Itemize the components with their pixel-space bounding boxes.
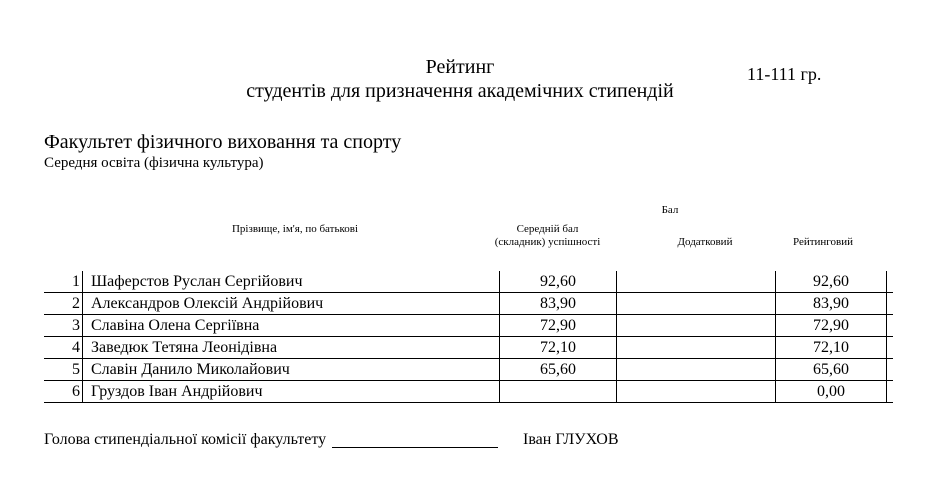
row-number: 2 [44,293,83,315]
student-name: Заведюк Тетяна Леонідівна [91,339,278,356]
additional-score [617,381,776,403]
additional-score [617,271,776,293]
table-row [44,337,893,359]
table-row [44,293,893,315]
column-header-rating: Рейтинговий [792,236,854,248]
row-number: 1 [44,271,83,293]
column-header-additional: Додатковий [677,236,733,248]
average-score: 92,60 [500,271,617,293]
student-name: Славін Данило Миколайович [91,361,290,378]
rating-score: 83,90 [776,293,887,315]
additional-score [617,359,776,381]
signature-line [332,447,498,448]
document-title: Рейтинг [425,56,495,78]
average-score: 72,10 [500,337,617,359]
row-number: 5 [44,359,83,381]
average-score: 72,90 [500,315,617,337]
additional-score [617,315,776,337]
program-name: Середня освіта (фізична культура) [44,155,264,171]
column-header-name: Прізвище, ім'я, по батькові [231,223,359,235]
rating-score: 72,90 [776,315,887,337]
commission-head-name: Іван ГЛУХОВ [523,431,619,448]
rating-score: 72,10 [776,337,887,359]
commission-head-label: Голова стипендіальної комісії факультету [44,431,327,448]
average-score: 83,90 [500,293,617,315]
additional-score [617,337,776,359]
row-number: 4 [44,337,83,359]
additional-score [617,293,776,315]
rating-table [44,271,893,403]
column-header-average: Середній бал (складник) успішності [494,223,601,248]
rating-score: 92,60 [776,271,887,293]
table-row [44,271,893,293]
document-subtitle: студентів для призначення академічних стипендій [246,80,674,102]
rating-score: 0,00 [776,381,887,403]
average-score [500,381,617,403]
student-name: Груздов Іван Андрійович [91,383,263,400]
student-name: Славіна Олена Сергіївна [91,317,260,334]
row-number: 6 [44,381,83,403]
student-name: Александров Олексій Андрійович [91,295,324,312]
table-row [44,359,893,381]
score-group-header: Бал [661,204,679,216]
average-score: 65,60 [500,359,617,381]
table-row [44,381,893,403]
row-number: 3 [44,315,83,337]
group-label: 11-111 гр. [747,64,822,84]
rating-score: 65,60 [776,359,887,381]
student-name: Шаферстов Руслан Сергійович [91,273,303,290]
table-row [44,315,893,337]
faculty-name: Факультет фізичного виховання та спорту [44,131,402,153]
